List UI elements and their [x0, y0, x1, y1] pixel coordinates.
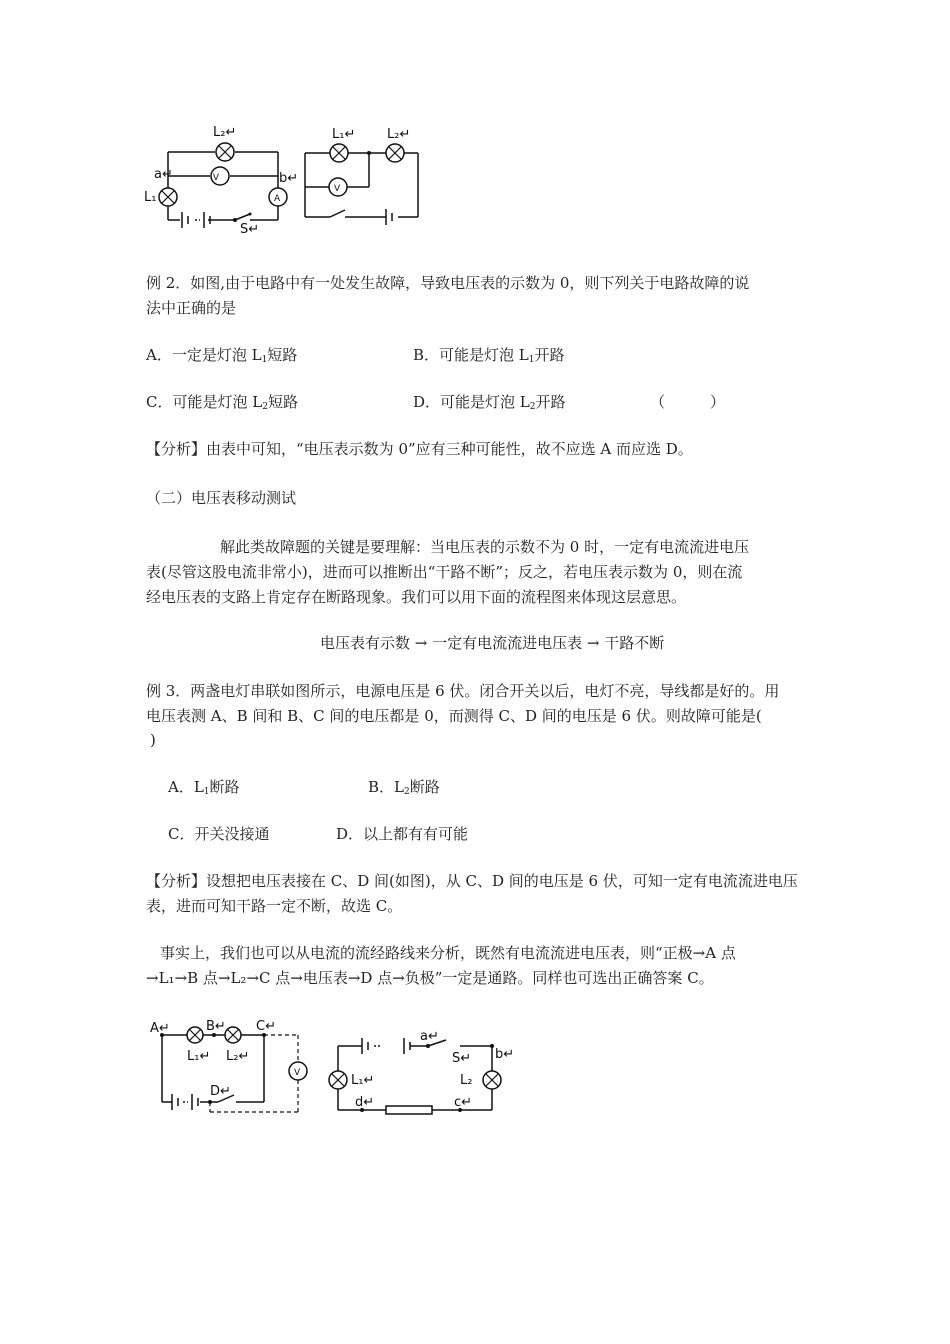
answer-bracket: （ ） — [650, 393, 726, 411]
circuit-figure-3 — [150, 1016, 320, 1118]
example-2-option-c: C．可能是灯泡 $L_2$短路 — [146, 393, 298, 412]
lamp-l2-label: L₂↵ — [226, 1049, 250, 1064]
node-d-label: D↵ — [210, 1084, 231, 1099]
analysis-2-line2: 表，进而可知干路一定不断，故选 C。 — [146, 897, 403, 915]
paragraph-2-line2: →L₁→B 点→L₂→C 点→电压表→D 点→负极”一定是通路。同样也可选出正确答案 C。 — [146, 969, 714, 987]
node-a-label: a↵ — [420, 1029, 439, 1044]
node-d-label: d↵ — [355, 1095, 375, 1110]
ammeter-label: A — [274, 194, 281, 204]
voltmeter-label: V — [334, 184, 341, 194]
lamp-l1-label: L₁↵ — [351, 1073, 375, 1088]
voltmeter-label: V — [212, 173, 220, 183]
example-3-option-b: B．$L_2$断路 — [368, 778, 440, 797]
lamp-l1-label: L₁↵ — [187, 1049, 211, 1064]
paragraph-1-line2: 表(尽管这股电流非常小)，进而可以推断出“干路不断”；反之，若电压表示数为 0，则在流 — [146, 563, 743, 581]
example-3-question-line1: 例 3．两盏电灯串联如图所示，电源电压是 6 伏。闭合开关以后，电灯不亮，导线都是好的。用 — [146, 682, 780, 700]
node-b-label: b↵ — [279, 171, 299, 186]
example-3-option-a: A．$L_1$断路 — [168, 778, 240, 797]
example-2-option-a: A．一定是灯泡 $L_1$短路 — [146, 346, 298, 365]
analysis-2-line1: 【分析】设想把电压表接在 C、D 间(如图)，从 C、D 间的电压是 6 伏，可知一定有电流流进电压 — [146, 872, 798, 890]
node-a-label: A↵ — [150, 1021, 170, 1036]
example-3-question-line3: ) — [150, 731, 156, 749]
lamp-l2-label: L₂↵ — [387, 127, 411, 142]
paragraph-2-line1: 事实上，我们也可以从电流的流经路线来分析，既然有电流流进电压表，则“正极→A 点 — [160, 944, 736, 962]
lamp-l2-label: L₂ — [460, 1073, 473, 1088]
example-3-option-d: D．以上都有有可能 — [336, 825, 469, 843]
example-2-question-line1: 例 2．如图,由于电路中有一处发生故障，导致电压表的示数为 0，则下列关于电路故障的说 — [146, 274, 750, 292]
node-c-label: c↵ — [454, 1095, 473, 1110]
circuit-figure-2 — [300, 122, 425, 234]
example-2-option-d: D．可能是灯泡 $L_2$开路 — [413, 393, 566, 412]
switch-label: S↵ — [240, 222, 260, 235]
paragraph-1-line3: 经电压表的支路上肯定存在断路现象。我们可以用下面的流程图来体现这层意思。 — [146, 588, 687, 606]
paragraph-1-line1: 解此类故障题的关键是要理解：当电压表的示数不为 0 时，一定有电流流进电压 — [220, 538, 750, 556]
node-b-label: b↵ — [495, 1047, 515, 1062]
flowchart-line: 电压表有示数 → 一定有电流流进电压表 → 干路不断 — [320, 634, 665, 652]
example-3-question-line2: 电压表测 A、B 间和 B、C 间的电压都是 0，而测得 C、D 间的电压是 6 伏。则故障可能是( — [146, 707, 762, 725]
example-2-option-b: B．可能是灯泡 $L_1$开路 — [413, 346, 565, 365]
node-b-label: B↵ — [206, 1019, 226, 1034]
analysis-1: 【分析】由表中可知，“电压表示数为 0”应有三种可能性，故不应选 A 而应选 D。 — [146, 440, 693, 458]
lamp-l1-label: L₁ — [144, 190, 157, 205]
node-c-label: C↵ — [256, 1019, 276, 1034]
circuit-figure-4 — [320, 1024, 525, 1124]
lamp-l1-label: L₁↵ — [332, 127, 356, 142]
example-2-question-line2: 法中正确的是 — [146, 299, 237, 317]
switch-label: S↵ — [452, 1051, 472, 1066]
example-3-option-c: C．开关没接通 — [168, 825, 270, 843]
voltmeter-label: V — [294, 1068, 301, 1078]
circuit-figure-1 — [140, 120, 300, 235]
section-2-title: （二）电压表移动测试 — [146, 489, 297, 507]
lamp-l2-label: L₂↵ — [213, 125, 237, 140]
node-a-label: a↵ — [154, 167, 173, 182]
